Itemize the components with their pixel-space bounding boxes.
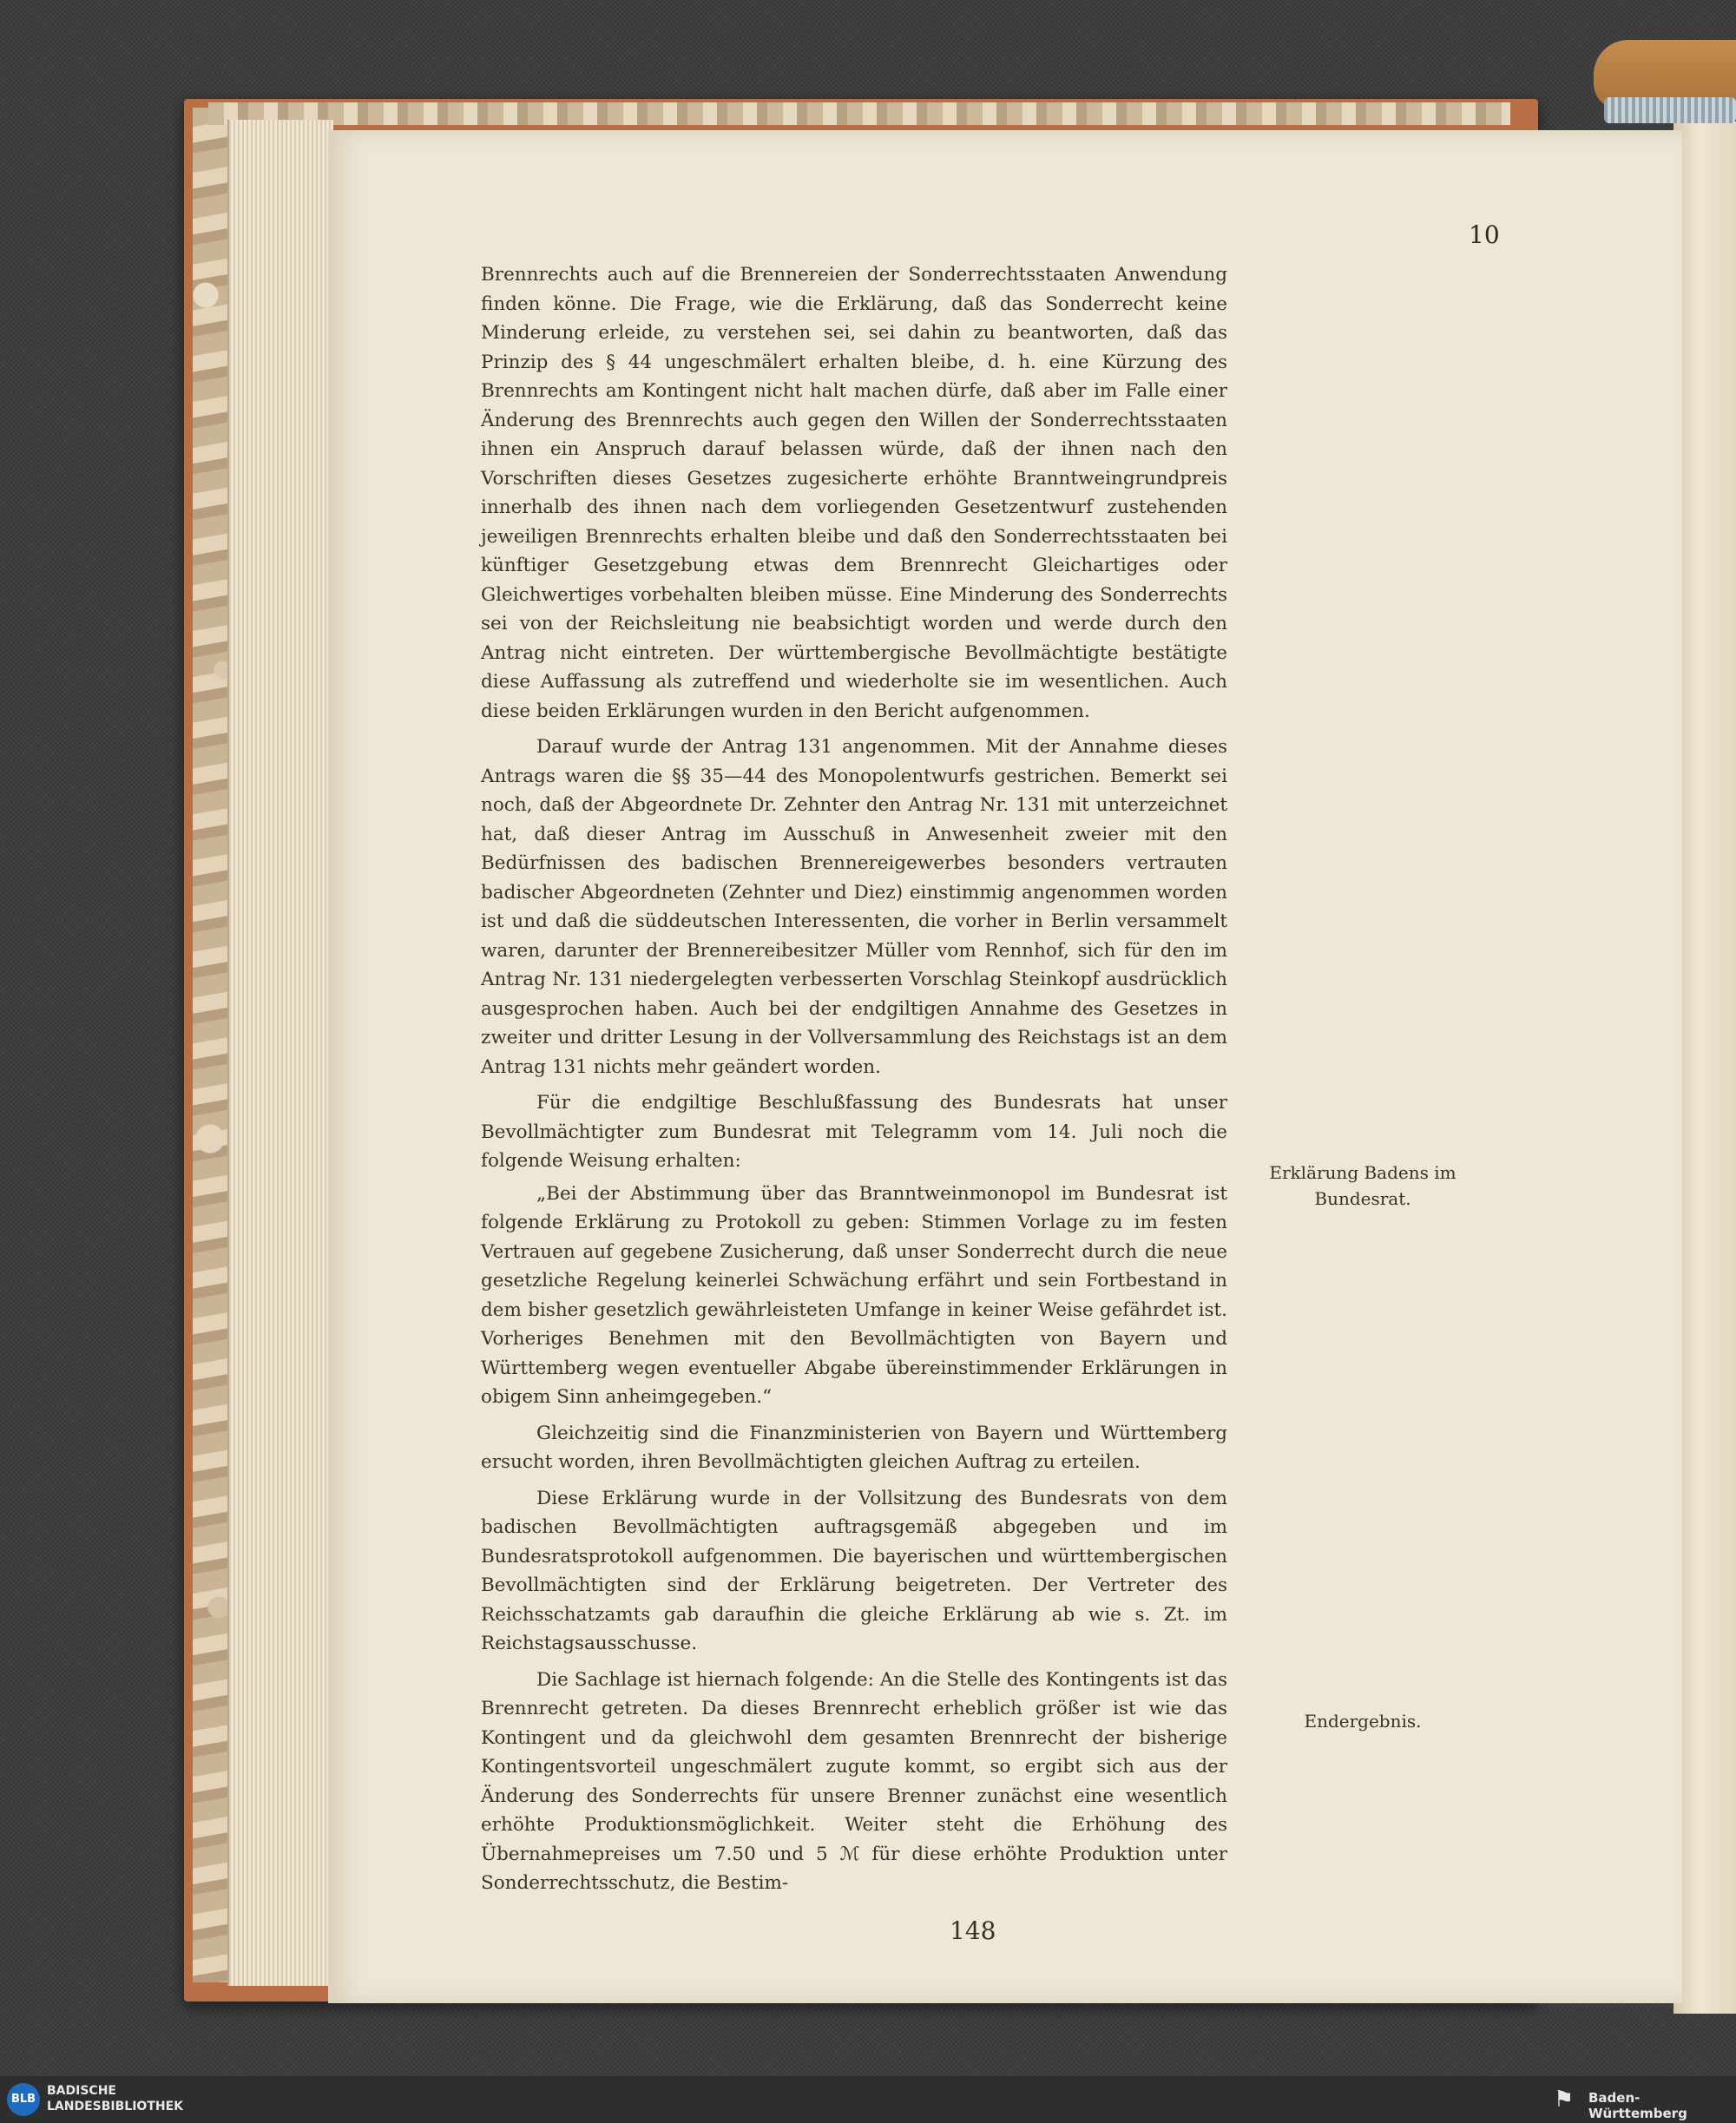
marbled-board-top — [208, 102, 1510, 125]
paragraph-5: Gleichzeitig sind die Finanzministerien von Bayern und Württemberg ersucht worden, ihren Bevollmächtigten gleichen Auftrag zu erteilen. — [481, 1422, 1227, 1473]
page-number-bottom: 148 — [950, 1916, 996, 1945]
margin-note-endergebnis: Endergebnis. — [1304, 1711, 1422, 1732]
paragraph-6: Diese Erklärung wurde in der Vollsitzung des Bundesrats von dem badischen Bevollmächtigten auftragsgemäß abgegeben und im Bundesratsprotokoll aufgenommen. Die bayerischen und württembergischen Bevollmächtigten sind der Erklärung beigetreten. Der Vertreter des Reichsschatzamts gab daraufhin die gleiche Erklärung ab wie s. Zt. im Reichstagsausschusse. — [481, 1487, 1227, 1654]
page-number-top: 10 — [1469, 220, 1500, 249]
paragraph-7: Die Sachlage ist hiernach folgende: An die Stelle des Kontingents ist das Brennrecht getreten. Da dieses Brennrecht erheblich größer ist wie das Kontingent und da gleichwohl dem gesamten Brennrecht der bisherige Kontingentsvorteil ungeschmälert zugute kommt, so ergibt sich aus der Änderung des Sonderrechts für unsere Brenner zunächst eine wesentlich erhöhte Produktionsmöglichkeit. Weiter steht die Erhöhung des Übernahmepreises um 7.50 und 5 ℳ für diese erhöhte Produktion unter Sonderrechtsschutz, die Bestim- — [481, 1668, 1227, 1894]
state-name[interactable]: Baden-Württemberg — [1588, 2090, 1687, 2121]
page-block-edges — [227, 120, 333, 1986]
facing-page-edge — [1674, 122, 1736, 2014]
paragraph-1: Brennrechts auch auf die Brennereien der Sonderrechtsstaaten Anwendung finden könne. Die Frage, wie die Erklärung, daß das Sonderrecht keine Minderung erleide, zu verstehen sei, sei dahin zu beantworten, daß das Prinzip des § 44 ungeschmälert erhalten bleibe, d. h. eine Kürzung des Brennrechts am Kontingent nicht halt machen dürfe, daß aber im Falle einer Änderung des Brennrechts auch gegen den Willen der Sonderrechtsstaaten ihnen ein Anspruch darauf belassen würde, daß der ihnen nach den Vorschriften dieses Gesetzes zugesicherte erhöhte Branntweingrundpreis innerhalb des ihnen nach dem vorliegenden Gesetzentwurf zustehenden jeweiligen Brennrechts erhalten bleibe und daß den Sonderrechtsstaaten bei künftiger Gesetzgebung etwas dem Brennrecht Gleichartiges oder Gleichwertiges vorbehalten bleiben müsse. Eine Minderung des Sonderrechts sei von der Reichsleitung nie beabsichtigt worden und werde durch den Antrag nicht eintreten. Der württembergische Bevollmächtigte bestätigte diese Auffassung als zutreffend und wiederholte sie im wesentlichen. Auch diese beiden Erklärungen wurden in den Bericht aufgenommen. — [481, 264, 1227, 722]
main-text-column — [481, 260, 1227, 1898]
library-name-line1: BADISCHE — [47, 2084, 116, 2098]
paragraph-quote: „Bei der Abstimmung über das Branntweinmonopol im Bundesrat ist folgende Erklärung zu Protokoll zu geben: Stimmen Vorlage zu im festen Vertrauen auf gegebene Zusicherung, daß unser Sonderrecht durch die neue gesetzliche Regelung keinerlei Schwächung erfährt und sein Fortbestand in dem bisher gesetzlich gewährleisteten Umfange in keiner Weise gefährdet ist. Vorheriges Benehmen mit den Bevollmächtigten von Bayern und Württemberg wegen eventueller Abgabe übereinstimmender Erklärungen in obigem Sinn anheimgegeben.“ — [481, 1182, 1227, 1408]
library-name[interactable] — [47, 2083, 183, 2114]
headband-thread — [1604, 97, 1736, 123]
library-name-line2: LANDESBIBLIOTHEK — [47, 2100, 184, 2113]
paragraph-2: Darauf wurde der Antrag 131 angenommen. Mit der Annahme dieses Antrags waren die §§ 35—44 des Monopolentwurfs gestrichen. Bemerkt sei noch, daß der Abgeordnete Dr. Zehnter den Antrag Nr. 131 mit unterzeichnet hat, daß dieser Antrag im Ausschuß in Anwesenheit zweier mit den Bedürfnissen des badischen Brennereigewerbes besonders vertrauten badischer Abgeordneten (Zehnter und Diez) einstimmig angenommen worden ist und daß die süddeutschen Interessenten, die vorher in Berlin versammelt waren, darunter der Brennereibesitzer Müller vom Rennhof, sich für den im Antrag Nr. 131 niedergelegten verbesserten Vorschlag Steinkopf ausdrücklich ausgesprochen haben. Auch bei der endgiltigen Annahme des Gesetzes in zweiter und dritter Lesung in der Vollversammlung des Reichstags ist an dem Antrag 131 nichts mehr geändert worden. — [481, 736, 1227, 1078]
paragraph-3: Für die endgiltige Beschlußfassung des Bundesrats hat unser Bevollmächtigter zum Bundesrat mit Telegramm vom 14. Juli noch die folgende Weisung erhalten: — [481, 1092, 1227, 1172]
margin-note-erklaerung: Erklärung Badens im Bundesrat. — [1269, 1162, 1457, 1209]
coat-of-arms-icon[interactable]: ⚑ — [1554, 2087, 1575, 2113]
blb-logo-icon[interactable]: BLB — [7, 2083, 40, 2116]
footer-bar — [0, 2076, 1736, 2123]
